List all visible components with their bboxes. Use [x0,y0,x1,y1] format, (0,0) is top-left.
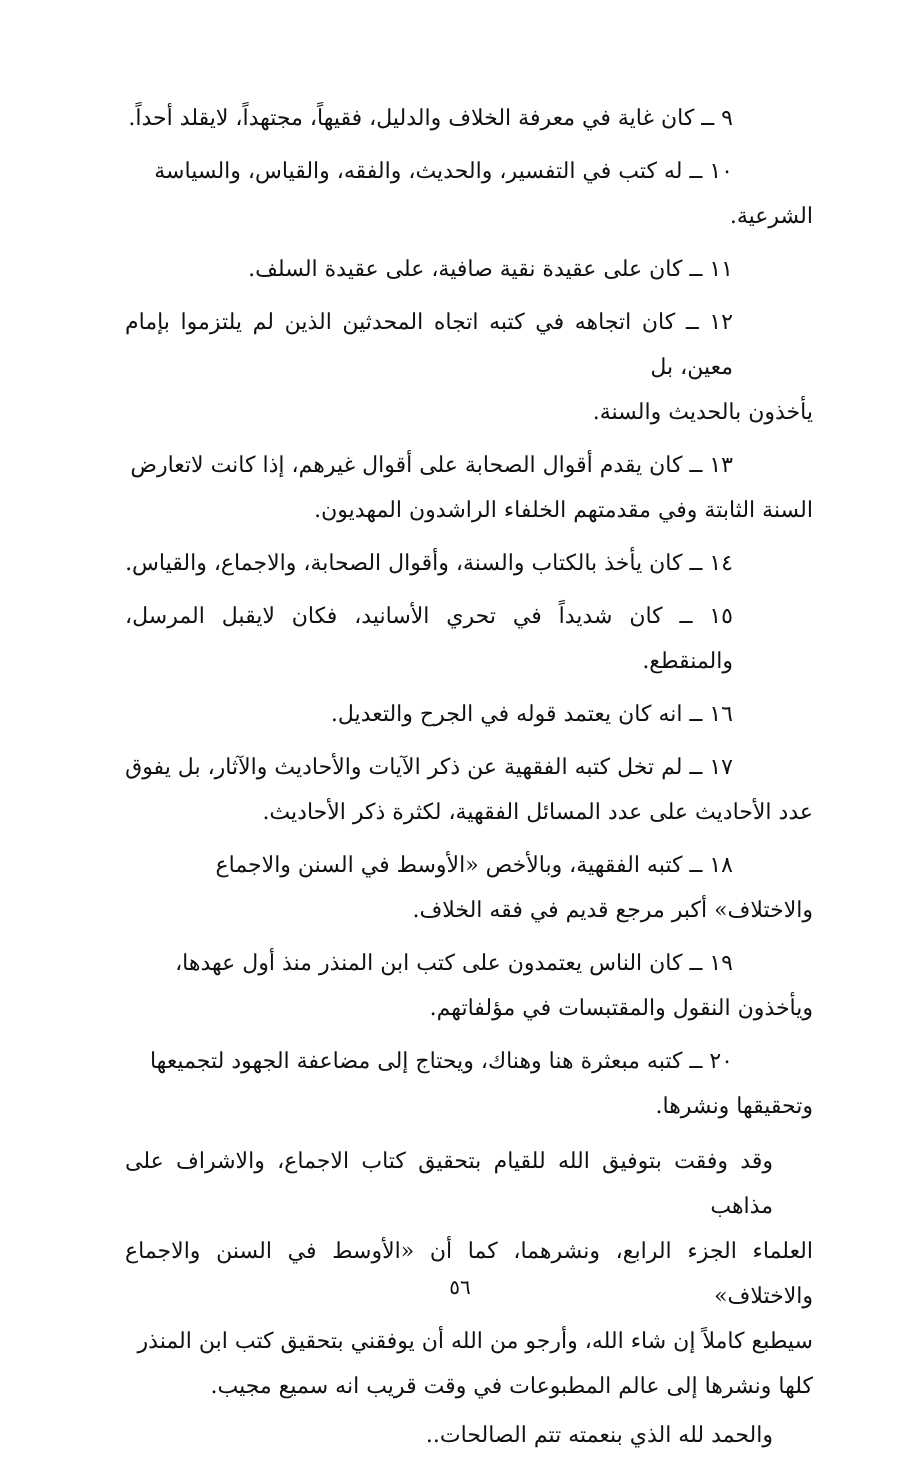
list-item [125,692,813,737]
paragraph-line: وقد وفقت بتوفيق الله للقيام بتحقيق كتاب الاجماع، والاشراف على مذاهب [125,1149,773,1219]
list-item [125,541,813,586]
list-item-line: ١٠ ــ له كتب في التفسير، والحديث، والفقه، والقياس، والسياسة [154,159,733,184]
list-item-line: السنة الثابتة وفي مقدمتهم الخلفاء الراشدون المهديون. [314,498,813,523]
list-item-line: ٩ ــ كان غاية في معرفة الخلاف والدليل، فقيهاً، مجتهداً، لايقلد أحداً. [128,106,733,131]
list-item-line: ١١ ــ كان على عقيدة نقية صافية، على عقيدة السلف. [248,257,733,282]
list-item-line: ١٩ ــ كان الناس يعتمدون على كتب ابن المنذر منذ أول عهدها، [175,951,733,976]
list-item-line: ١٢ ــ كان اتجاهه في كتبه اتجاه المحدثين الذين لم يلتزموا بإمام معين، بل [125,310,733,380]
list-item-line: يأخذون بالحديث والسنة. [592,400,813,425]
concluding-paragraph [125,1139,813,1409]
list-item-line: ١٧ ــ لم تخل كتبه الفقهية عن ذكر الآيات والأحاديث والآثار، بل يفوق [125,755,733,780]
list-item [125,843,813,933]
list-item [125,149,813,239]
list-item [125,300,813,435]
list-item-line: ويأخذون النقول والمقتبسات في مؤلفاتهم. [429,996,813,1021]
list-item-line: ١٨ ــ كتبه الفقهية، وبالأخص «الأوسط في السنن والاجماع [215,853,733,878]
list-item [125,594,813,684]
list-item-line: الشرعية. [729,204,813,229]
paragraph-line: العلماء الجزء الرابع، ونشرهما، كما أن «الأوسط في السنن والاجماع والاختلاف» [125,1239,813,1309]
list-item-line: ١٥ ــ كان شديداً في تحري الأسانيد، فكان لايقبل المرسل، والمنقطع. [125,604,733,674]
list-item [125,941,813,1031]
list-item-line: والاختلاف» أكبر مرجع قديم في فقه الخلاف. [412,898,813,923]
paragraph-line: كلها ونشرها إلى عالم المطبوعات في وقت قريب انه سميع مجيب. [210,1374,813,1399]
list-item-line: ٢٠ ــ كتبه مبعثرة هنا وهناك، ويحتاج إلى مضاعفة الجهود لتجميعها [149,1049,733,1074]
list-item [125,247,813,292]
list-item-line: ١٣ ــ كان يقدم أقوال الصحابة على أقوال غيرهم، إذا كانت لاتعارض [130,453,733,478]
list-item [125,96,813,141]
list-item [125,1039,813,1129]
list-item-line: ١٦ ــ انه كان يعتمد قوله في الجرح والتعديل. [330,702,733,727]
page-number: ٥٦ [449,1275,471,1299]
list-item [125,745,813,835]
list-item-line: ١٤ ــ كان يأخذ بالكتاب والسنة، وأقوال الصحابة، والاجماع، والقياس. [125,551,733,576]
list-item [125,443,813,533]
paragraph-line: سيطبع كاملاً إن شاء الله، وأرجو من الله أن يوفقني بتحقيق كتب ابن المنذر [137,1329,813,1354]
list-item-line: وتحقيقها ونشرها. [655,1094,813,1119]
main-text [125,96,813,1458]
list-item-line: عدد الأحاديث على عدد المسائل الفقهية، لكثرة ذكر الأحاديث. [262,800,813,825]
closing-line: والحمد لله الذي بنعمته تتم الصالحات.. [425,1423,773,1448]
